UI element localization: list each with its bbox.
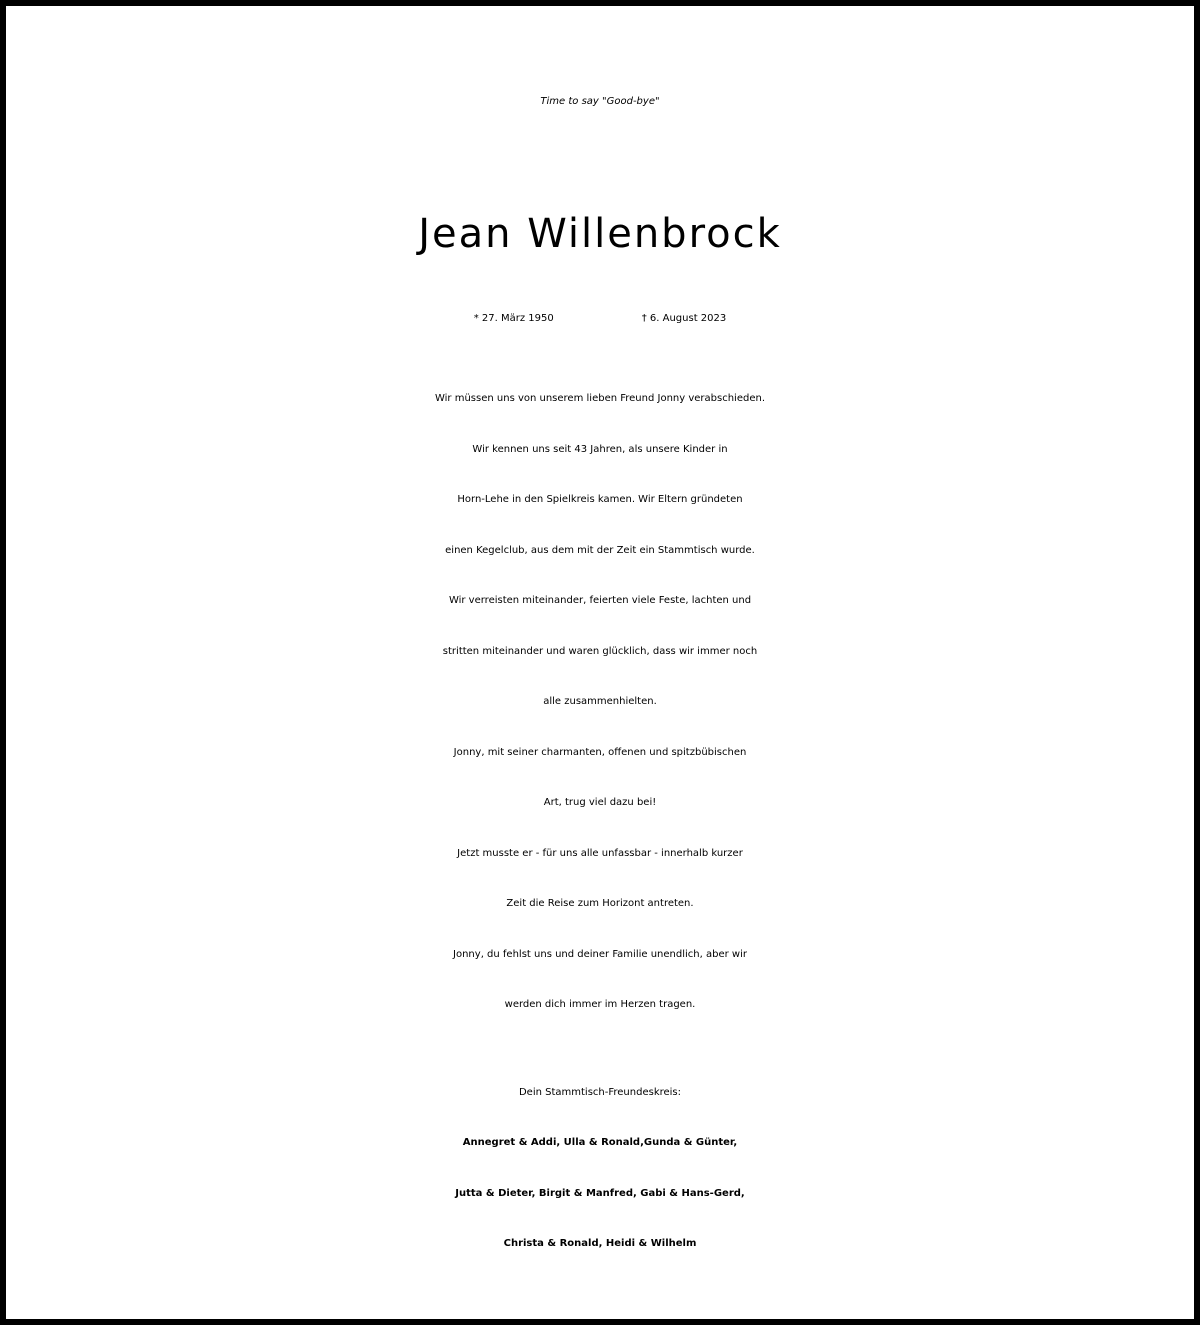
- death-date: † 6. August 2023: [641, 313, 727, 324]
- birth-date: * 27. März 1950: [473, 313, 554, 324]
- text-line: Wir verreisten miteinander, feierten viele Feste, lachten und: [448, 595, 752, 606]
- text-line: einen Kegelclub, aus dem mit der Zeit ein Stammtisch wurde.: [445, 544, 755, 556]
- text-line: alle zusammenhielten.: [543, 696, 657, 707]
- signatory-line: Jutta & Dieter, Birgit & Manfred, Gabi & Hans-Gerd,: [455, 1187, 745, 1199]
- text-line: Jonny, mit seiner charmanten, offenen und spitzbübischen: [453, 746, 747, 758]
- obituary-text: [6, 374, 1194, 1031]
- signatory-line: Christa & Ronald, Heidi & Wilhelm: [503, 1238, 697, 1249]
- text-line: Zeit die Reise zum Horizont antreten.: [506, 898, 694, 909]
- text-line: werden dich immer im Herzen tragen.: [504, 999, 696, 1010]
- signoff: Dein Stammtisch-Freundeskreis:: [518, 1087, 682, 1098]
- signatories: [6, 1118, 1194, 1270]
- signatory-line: Annegret & Addi, Ulla & Ronald,Gunda & Günter,: [462, 1137, 738, 1148]
- text-line: Jonny, du fehlst uns und deiner Familie unendlich, aber wir: [453, 948, 747, 960]
- text-line: Wir müssen uns von unserem lieben Freund Jonny verabschieden.: [434, 393, 765, 404]
- text-line: stritten miteinander und waren glücklich, dass wir immer noch: [442, 645, 758, 657]
- text-line: Jetzt musste er - für uns alle unfassbar - innerhalb kurzer: [457, 847, 743, 859]
- deceased-name: Jean Willenbrock: [418, 211, 782, 257]
- life-dates: [6, 294, 1194, 344]
- text-line: Wir kennen uns seit 43 Jahren, als unsere Kinder in: [472, 443, 728, 455]
- text-line: Horn-Lehe in den Spielkreis kamen. Wir Eltern gründeten: [457, 494, 743, 505]
- motto: Time to say "Good-bye": [540, 96, 660, 107]
- text-line: Art, trug viel dazu bei!: [543, 797, 657, 808]
